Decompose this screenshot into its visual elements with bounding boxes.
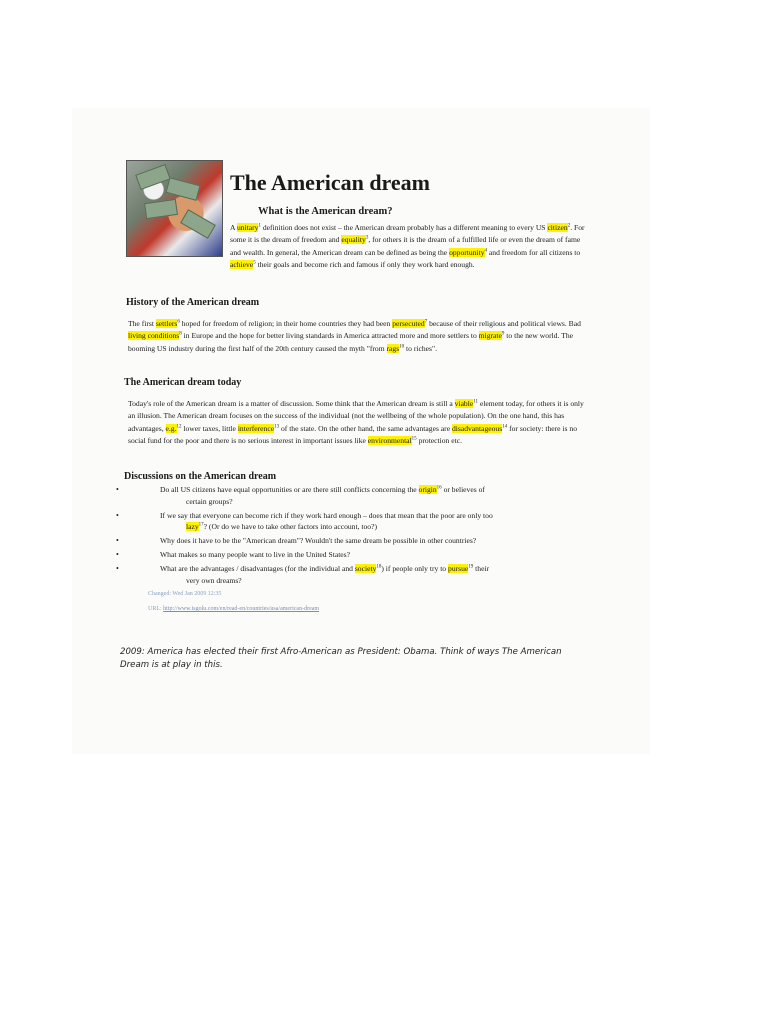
list-item: • Why does it have to be the "American dream"? Wouldn't the same dream be possible in other countries?	[116, 536, 477, 546]
list-item: • Do all US citizens have equal opportunities or are there still conflicts concerning the origin$^{16}$ or believes of certain groups?	[116, 485, 485, 506]
today-heading: The American dream today	[124, 377, 242, 388]
discussion-questions-list	[116, 484, 586, 588]
list-item: • What makes so many people want to live in the United States?	[116, 549, 351, 559]
page-title: The American dream	[230, 170, 431, 195]
subtitle: What is the American dream?	[258, 206, 393, 217]
source-link[interactable]: http://www.isgolu.com/en/read-en/countries/usa/american-dream	[163, 606, 320, 612]
changed-date: Changed: Wed Jan 2009 12:35	[148, 591, 222, 597]
list-item: • What are the advantages / disadvantages (for the individual and society$^{18}$) if people only try to pursue$^{19}$ their very own dreams?	[116, 563, 490, 585]
money-hands-photo	[126, 160, 223, 257]
handwritten-note: 2009: America has elected their first Afro-American as President: Obama. Think of ways The American Dream is at play in this.	[120, 647, 562, 670]
list-item: • If we say that everyone can become rich if they work hard enough – does that mean that the poor are only too lazy$^{17}$? (Or do we have to take other factors into account, too?)	[116, 510, 493, 532]
history-heading: History of the American dream	[126, 297, 260, 308]
intro-paragraph: A unitary$^1$ definition does not exist – the American dream probably has a different meaning to every US citizen$^2$. For some it is the dream of freedom and equality$^3$, for others it is the dream of a fulfilled life or even the dream of fame and wealth. In general, the American dream can be defined as being the opportunity$^4$ and freedom for all citizens to achieve$^5$ their goals and become rich and famous if only they work hard enough.	[230, 223, 585, 270]
source-url: URL: http://www.isgolu.com/en/read-en/countries/usa/american-dream	[148, 606, 320, 612]
today-paragraph: Today's role of the American dream is a matter of discussion. Some think that the American dream is still a viable$^{11}$ element today, for others it is only an illusion. The American dream focuses on the success of the individual (not the wellbeing of the whole population). On the one hand, this has advantages, e.g.$^{12}$ lower taxes, little interference$^{13}$ of the state. On the other hand, the same advantages are disadvantageous$^{14}$ for society: there is no social fund for the poor and there is no serious interest in important issues like environmental$^{15}$ protection etc.	[128, 399, 584, 446]
discussions-heading: Discussions on the American dream	[124, 471, 277, 482]
history-paragraph: The first settlers$^6$ hoped for freedom of religion; in their home countries they had been persecuted$^7$ because of their religious and political views. Bad living conditions$^8$ in Europe and the hope for better living standards in America attracted more and more settlers to migrate$^9$ to the new world. The booming US industry during the first half of the 20th century caused the myth "from rags$^{10}$ to riches".	[128, 319, 581, 353]
